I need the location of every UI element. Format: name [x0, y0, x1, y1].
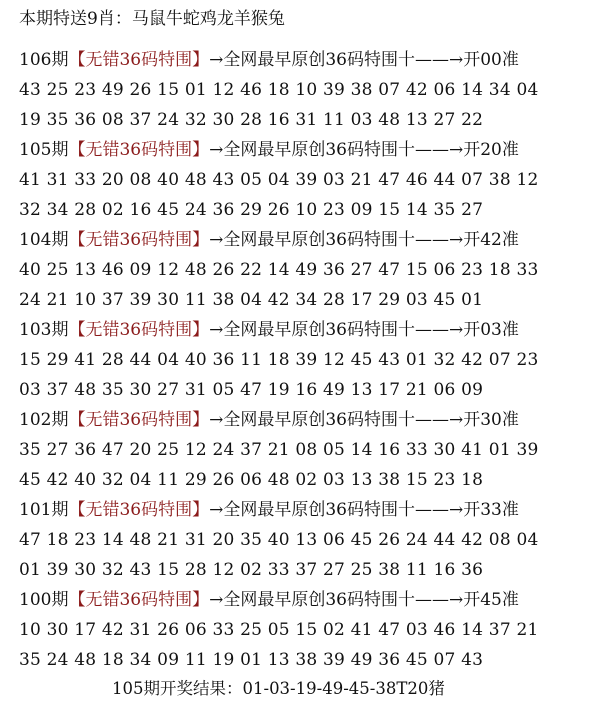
period-id: 101期: [19, 500, 69, 520]
period-result: 03准: [480, 320, 519, 340]
arrow-text: →全网最早原创36码特围十——→开: [209, 410, 481, 430]
period-result: 20准: [480, 140, 519, 160]
period-heading: [19, 49, 519, 71]
period-heading: [19, 589, 519, 611]
period-heading: [19, 139, 519, 161]
number-row: 19 35 36 08 37 24 32 30 28 16 31 11 03 48 13 27 22: [19, 110, 484, 130]
period-id: 100期: [19, 590, 69, 610]
period-result: 00准: [480, 50, 519, 70]
number-row: 35 24 48 18 34 09 11 19 01 13 38 39 49 36 45 07 43: [19, 650, 484, 670]
period-heading: [19, 319, 519, 341]
period-id: 103期: [19, 320, 69, 340]
period-result: 42准: [480, 230, 519, 250]
period-heading: [19, 409, 519, 431]
number-row: 35 27 36 47 20 25 12 24 37 21 08 05 14 16 33 30 41 01 39: [19, 440, 539, 460]
number-row: 40 25 13 46 09 12 48 26 22 14 49 36 27 47 15 06 23 18 33: [19, 260, 539, 280]
number-row: 24 21 10 37 39 30 11 38 04 42 34 28 17 29 03 45 01: [19, 290, 484, 310]
arrow-text: →全网最早原创36码特围十——→开: [209, 230, 481, 250]
period-id: 102期: [19, 410, 69, 430]
period-id: 105期: [19, 140, 69, 160]
tag-label: 【无错36码特围】: [68, 230, 210, 250]
arrow-text: →全网最早原创36码特围十——→开: [209, 140, 481, 160]
period-heading: [19, 229, 519, 251]
period-result: 30准: [480, 410, 519, 430]
arrow-text: →全网最早原创36码特围十——→开: [209, 500, 481, 520]
tag-label: 【无错36码特围】: [68, 500, 210, 520]
tag-label: 【无错36码特围】: [68, 320, 210, 340]
arrow-text: →全网最早原创36码特围十——→开: [209, 50, 481, 70]
tag-label: 【无错36码特围】: [68, 590, 210, 610]
period-result: 33准: [480, 500, 519, 520]
number-row: 10 30 17 42 31 26 06 33 25 05 15 02 41 47 03 46 14 37 21: [19, 620, 539, 640]
tag-label: 【无错36码特围】: [68, 410, 210, 430]
number-row: 32 34 28 02 16 45 24 36 29 26 10 23 09 15 14 35 27: [19, 200, 484, 220]
number-row: 45 42 40 32 04 11 29 26 06 48 02 03 13 38 15 23 18: [19, 470, 484, 490]
draw-result-footer: 105期开奖结果：01-03-19-49-45-38T20猪: [112, 679, 445, 698]
period-id: 106期: [19, 50, 69, 70]
intro-line: 本期特送9肖：马鼠牛蛇鸡龙羊猴兔: [19, 9, 285, 29]
number-row: 15 29 41 28 44 04 40 36 11 18 39 12 45 43 01 32 42 07 23: [19, 350, 539, 370]
period-result: 45准: [480, 590, 519, 610]
number-row: 47 18 23 14 48 21 31 20 35 40 13 06 45 26 24 44 42 08 04: [19, 530, 539, 550]
period-id: 104期: [19, 230, 69, 250]
tag-label: 【无错36码特围】: [68, 140, 210, 160]
arrow-text: →全网最早原创36码特围十——→开: [209, 320, 481, 340]
number-row: 43 25 23 49 26 15 01 12 46 18 10 39 38 07 42 06 14 34 04: [19, 80, 539, 100]
tag-label: 【无错36码特围】: [68, 50, 210, 70]
number-row: 03 37 48 35 30 27 31 05 47 19 16 49 13 17 21 06 09: [19, 380, 484, 400]
number-row: 41 31 33 20 08 40 48 43 05 04 39 03 21 47 46 44 07 38 12: [19, 170, 539, 190]
period-heading: [19, 499, 519, 521]
arrow-text: →全网最早原创36码特围十——→开: [209, 590, 481, 610]
number-row: 01 39 30 32 43 15 28 12 02 33 37 27 25 38 11 16 36: [19, 560, 484, 580]
